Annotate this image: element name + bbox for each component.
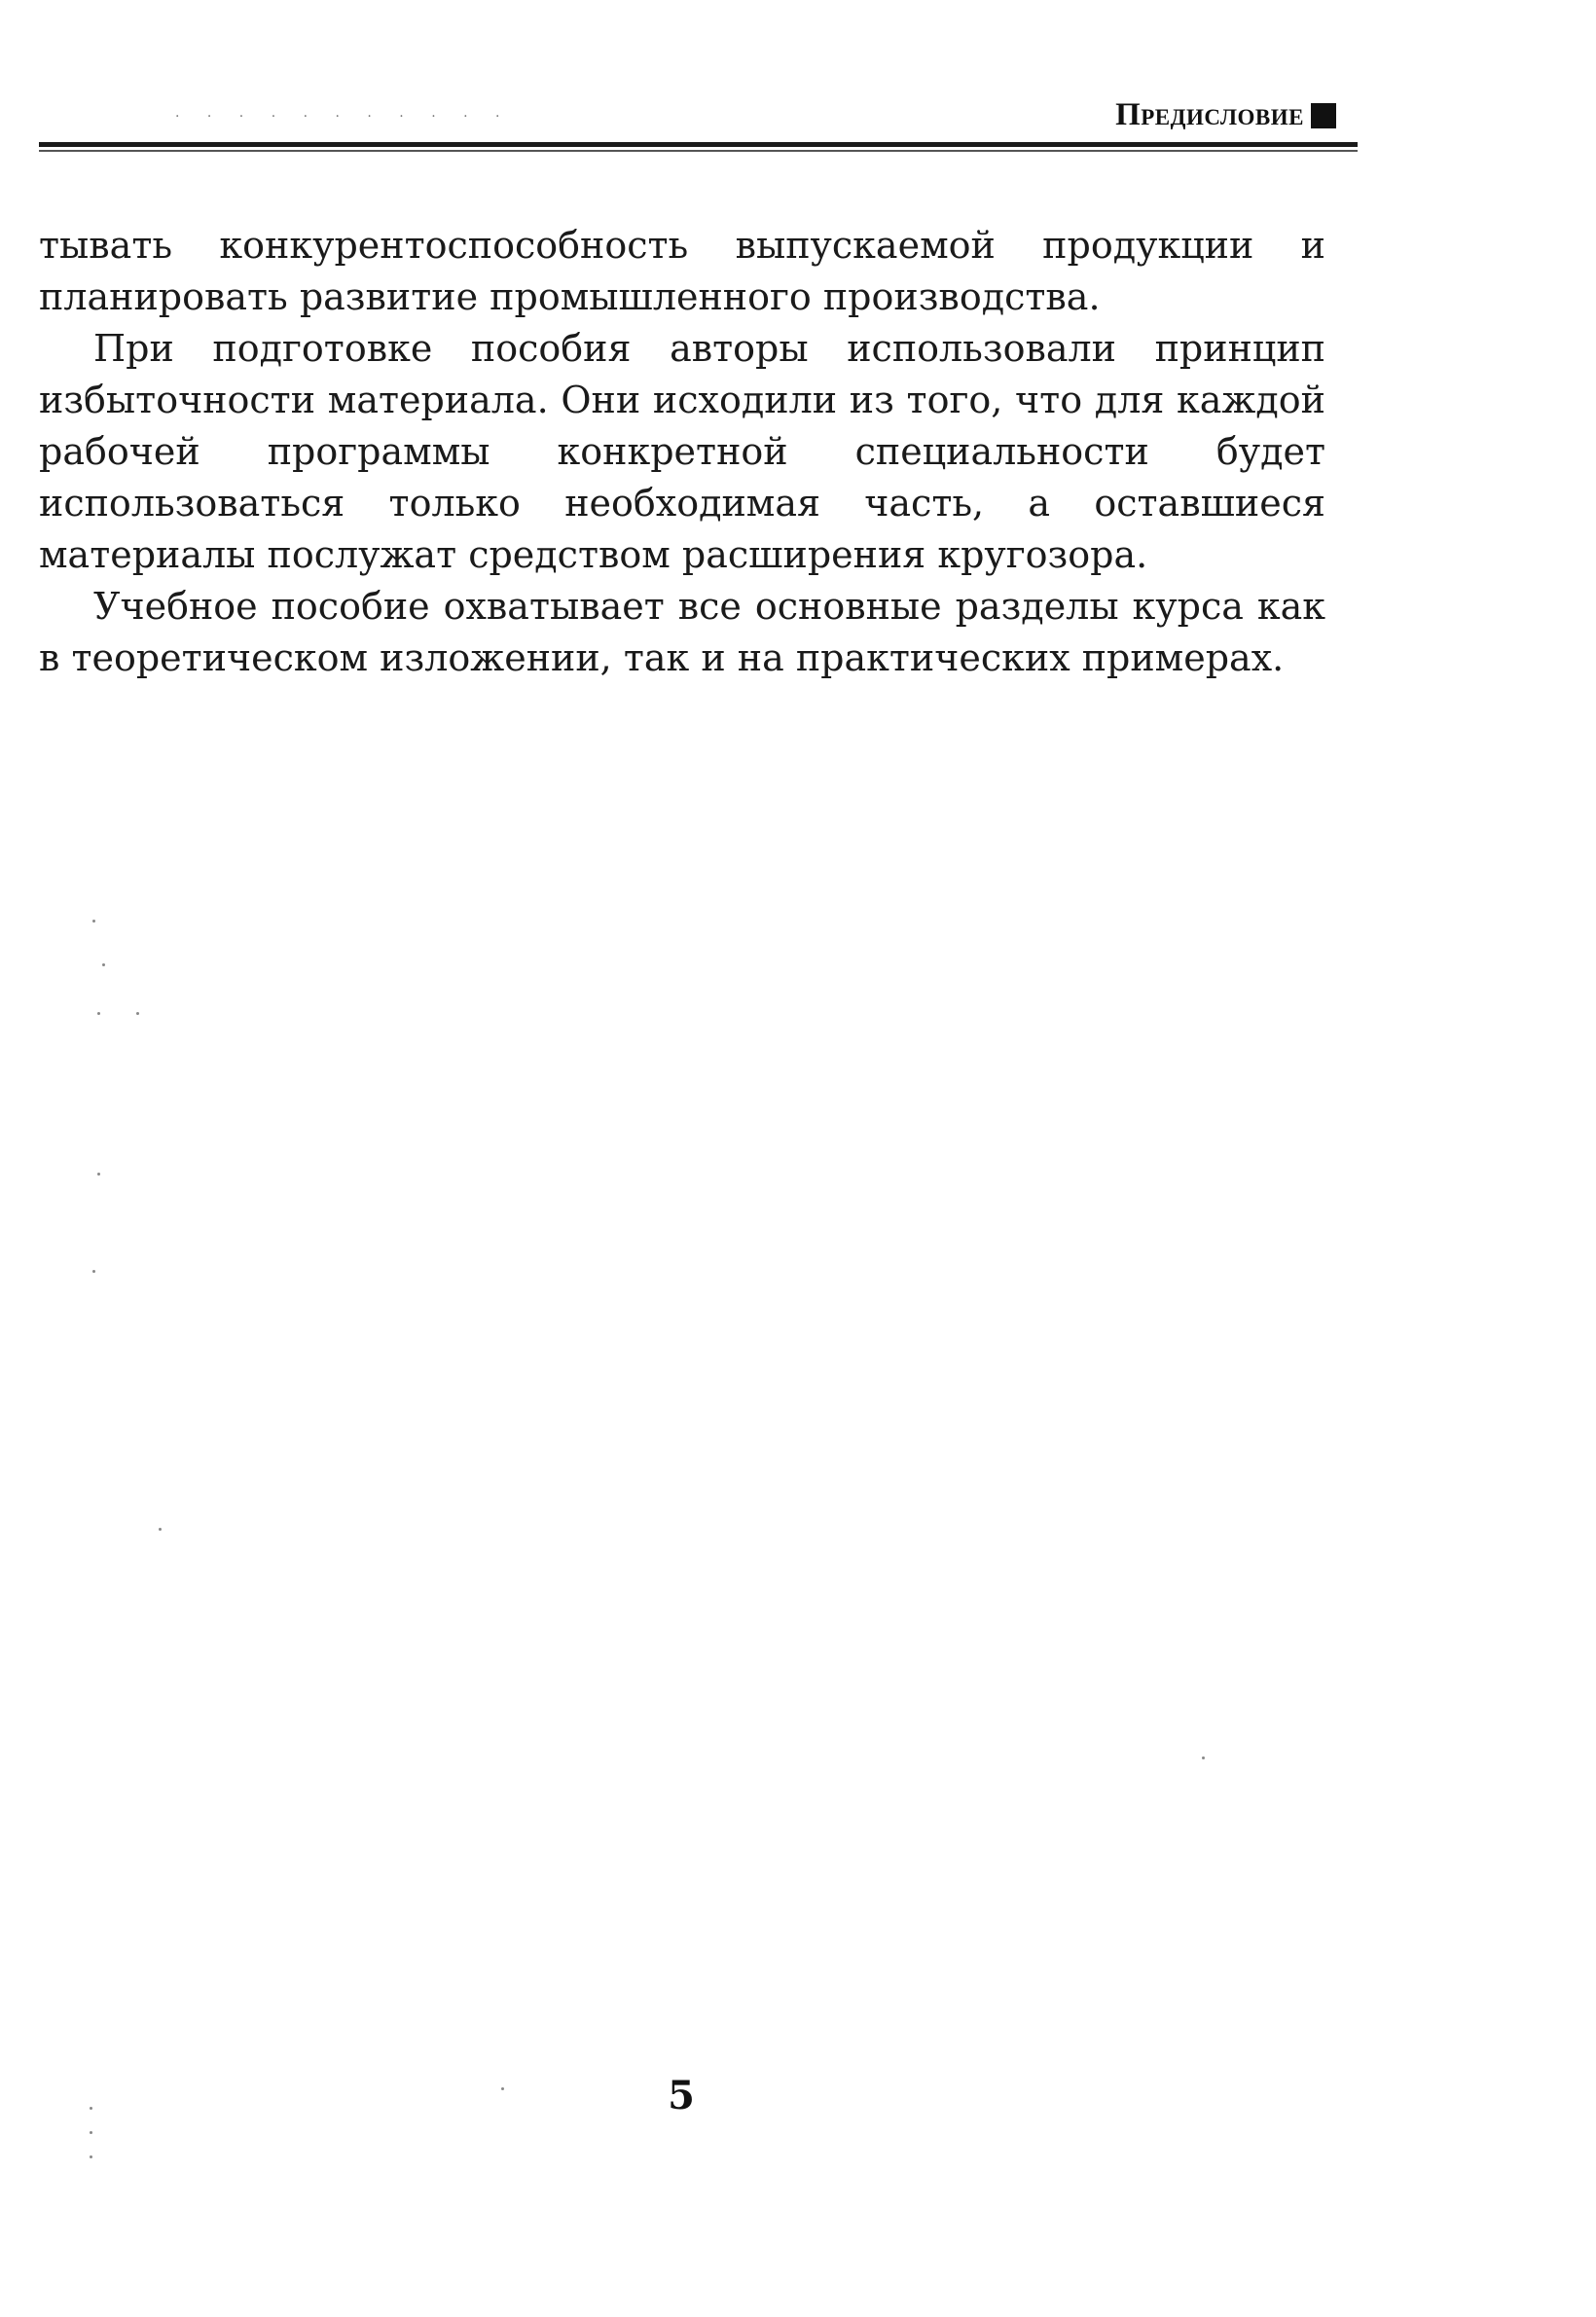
scan-speck xyxy=(1202,1756,1205,1759)
paragraph-redundancy: При подготовке пособия авторы использовали принцип избыточности материала. Они исходили из того, что для каждой рабочей программы конкретной специальности будет использоваться только необходимая часть, а оставшиеся материалы послужат средством расширения кругозора. xyxy=(39,327,1325,576)
page-number: 5 xyxy=(668,2073,695,2118)
scan-speck xyxy=(102,963,105,966)
section-title: Предисловие xyxy=(1115,97,1304,132)
scan-noise: · · · · · · · · · · · xyxy=(175,109,512,125)
scan-speck xyxy=(501,2087,504,2090)
scan-speck xyxy=(92,920,95,923)
scan-speck xyxy=(90,2107,92,2110)
main-text xyxy=(39,220,1325,684)
running-header xyxy=(39,93,1358,152)
scan-speck xyxy=(97,1173,100,1176)
header-rule-thick xyxy=(39,142,1358,147)
scan-speck xyxy=(136,1012,139,1015)
header-square-icon xyxy=(1311,103,1336,128)
scan-speck xyxy=(90,2131,92,2134)
header-rule-thin xyxy=(39,150,1358,152)
scan-speck xyxy=(159,1528,162,1531)
paragraph-continuation: тывать конкурентоспособность выпускаемой продукции и планировать развитие промышленного производства. xyxy=(39,224,1325,318)
scan-speck xyxy=(90,2155,92,2158)
paragraph-coverage: Учебное пособие охватывает все основные разделы курса как в теоретическом изложении, так и на практических примерах. xyxy=(39,585,1325,679)
scan-speck xyxy=(92,1270,95,1273)
scan-speck xyxy=(97,1012,100,1015)
